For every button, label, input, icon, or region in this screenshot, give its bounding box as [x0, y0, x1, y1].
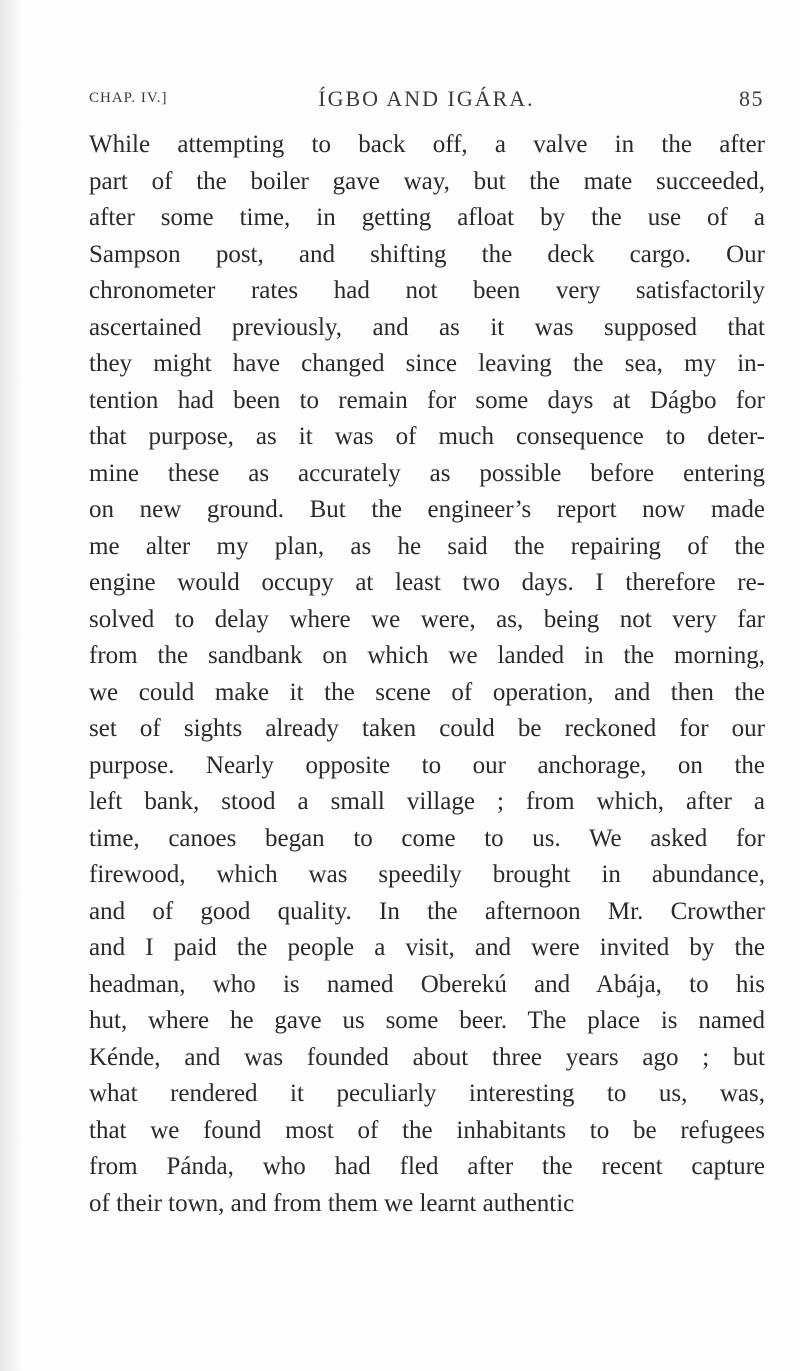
- page-gutter-shadow: [0, 0, 22, 1371]
- text-line: solved to delay where we were, as, being not very far: [89, 605, 765, 633]
- text-line: and I paid the people a visit, and were invited by the: [89, 934, 765, 961]
- text-line: after some time, in getting afloat by the use of a: [89, 204, 765, 231]
- chapter-label: CHAP. IV.]: [89, 90, 168, 106]
- running-head: [89, 86, 764, 116]
- text-line: engine would occupy at least two days. I therefore re-: [89, 569, 765, 596]
- text-line: headman, who is named Oberekú and Abája, to his: [89, 970, 765, 998]
- text-line: me alter my plan, as he said the repairing of the: [89, 532, 765, 560]
- text-line: hut, where he gave us some beer. The place is named: [89, 1007, 765, 1034]
- text-line: left bank, stood a small village ; from which, after a: [89, 788, 765, 815]
- text-line: that we found most of the inhabitants to be refugees: [89, 1116, 765, 1144]
- text-line: from the sandbank on which we landed in the morning,: [89, 642, 765, 669]
- text-line: that purpose, as it was of much consequence to deter-: [89, 423, 765, 450]
- text-line: ascertained previously, and as it was supposed that: [89, 313, 765, 341]
- text-line: we could make it the scene of operation, and then the: [89, 678, 765, 706]
- body-paragraph: [89, 127, 765, 1222]
- text-line: Kénde, and was founded about three years ago ; but: [89, 1043, 765, 1071]
- page-number: 85: [739, 86, 764, 111]
- text-line: mine these as accurately as possible before entering: [89, 459, 765, 487]
- text-line: time, canoes began to come to us. We asked for: [89, 824, 765, 852]
- text-line: chronometer rates had not been very satisfactorily: [89, 277, 765, 304]
- text-line: on new ground. But the engineer’s report now made: [89, 496, 765, 523]
- text-line: what rendered it peculiarly interesting to us, was,: [89, 1080, 765, 1107]
- text-line: they might have changed since leaving the sea, my in-: [89, 350, 765, 377]
- text-line: part of the boiler gave way, but the mate succeeded,: [89, 167, 765, 195]
- text-line: While attempting to back off, a valve in the after: [89, 131, 765, 158]
- text-line: tention had been to remain for some days at Dágbo for: [89, 386, 765, 414]
- text-line: and of good quality. In the afternoon Mr. Crowther: [89, 897, 765, 925]
- text-line: firewood, which was speedily brought in abundance,: [89, 861, 765, 888]
- text-line: purpose. Nearly opposite to our anchorage, on the: [89, 751, 765, 779]
- text-line: set of sights already taken could be reckoned for our: [89, 715, 765, 742]
- text-line: of their town, and from them we learnt authentic: [89, 1189, 575, 1217]
- running-title: ÍGBO AND IGÁRA.: [318, 86, 535, 111]
- text-line: Sampson post, and shifting the deck cargo. Our: [89, 240, 765, 268]
- text-line: from Pánda, who had fled after the recent capture: [89, 1153, 765, 1180]
